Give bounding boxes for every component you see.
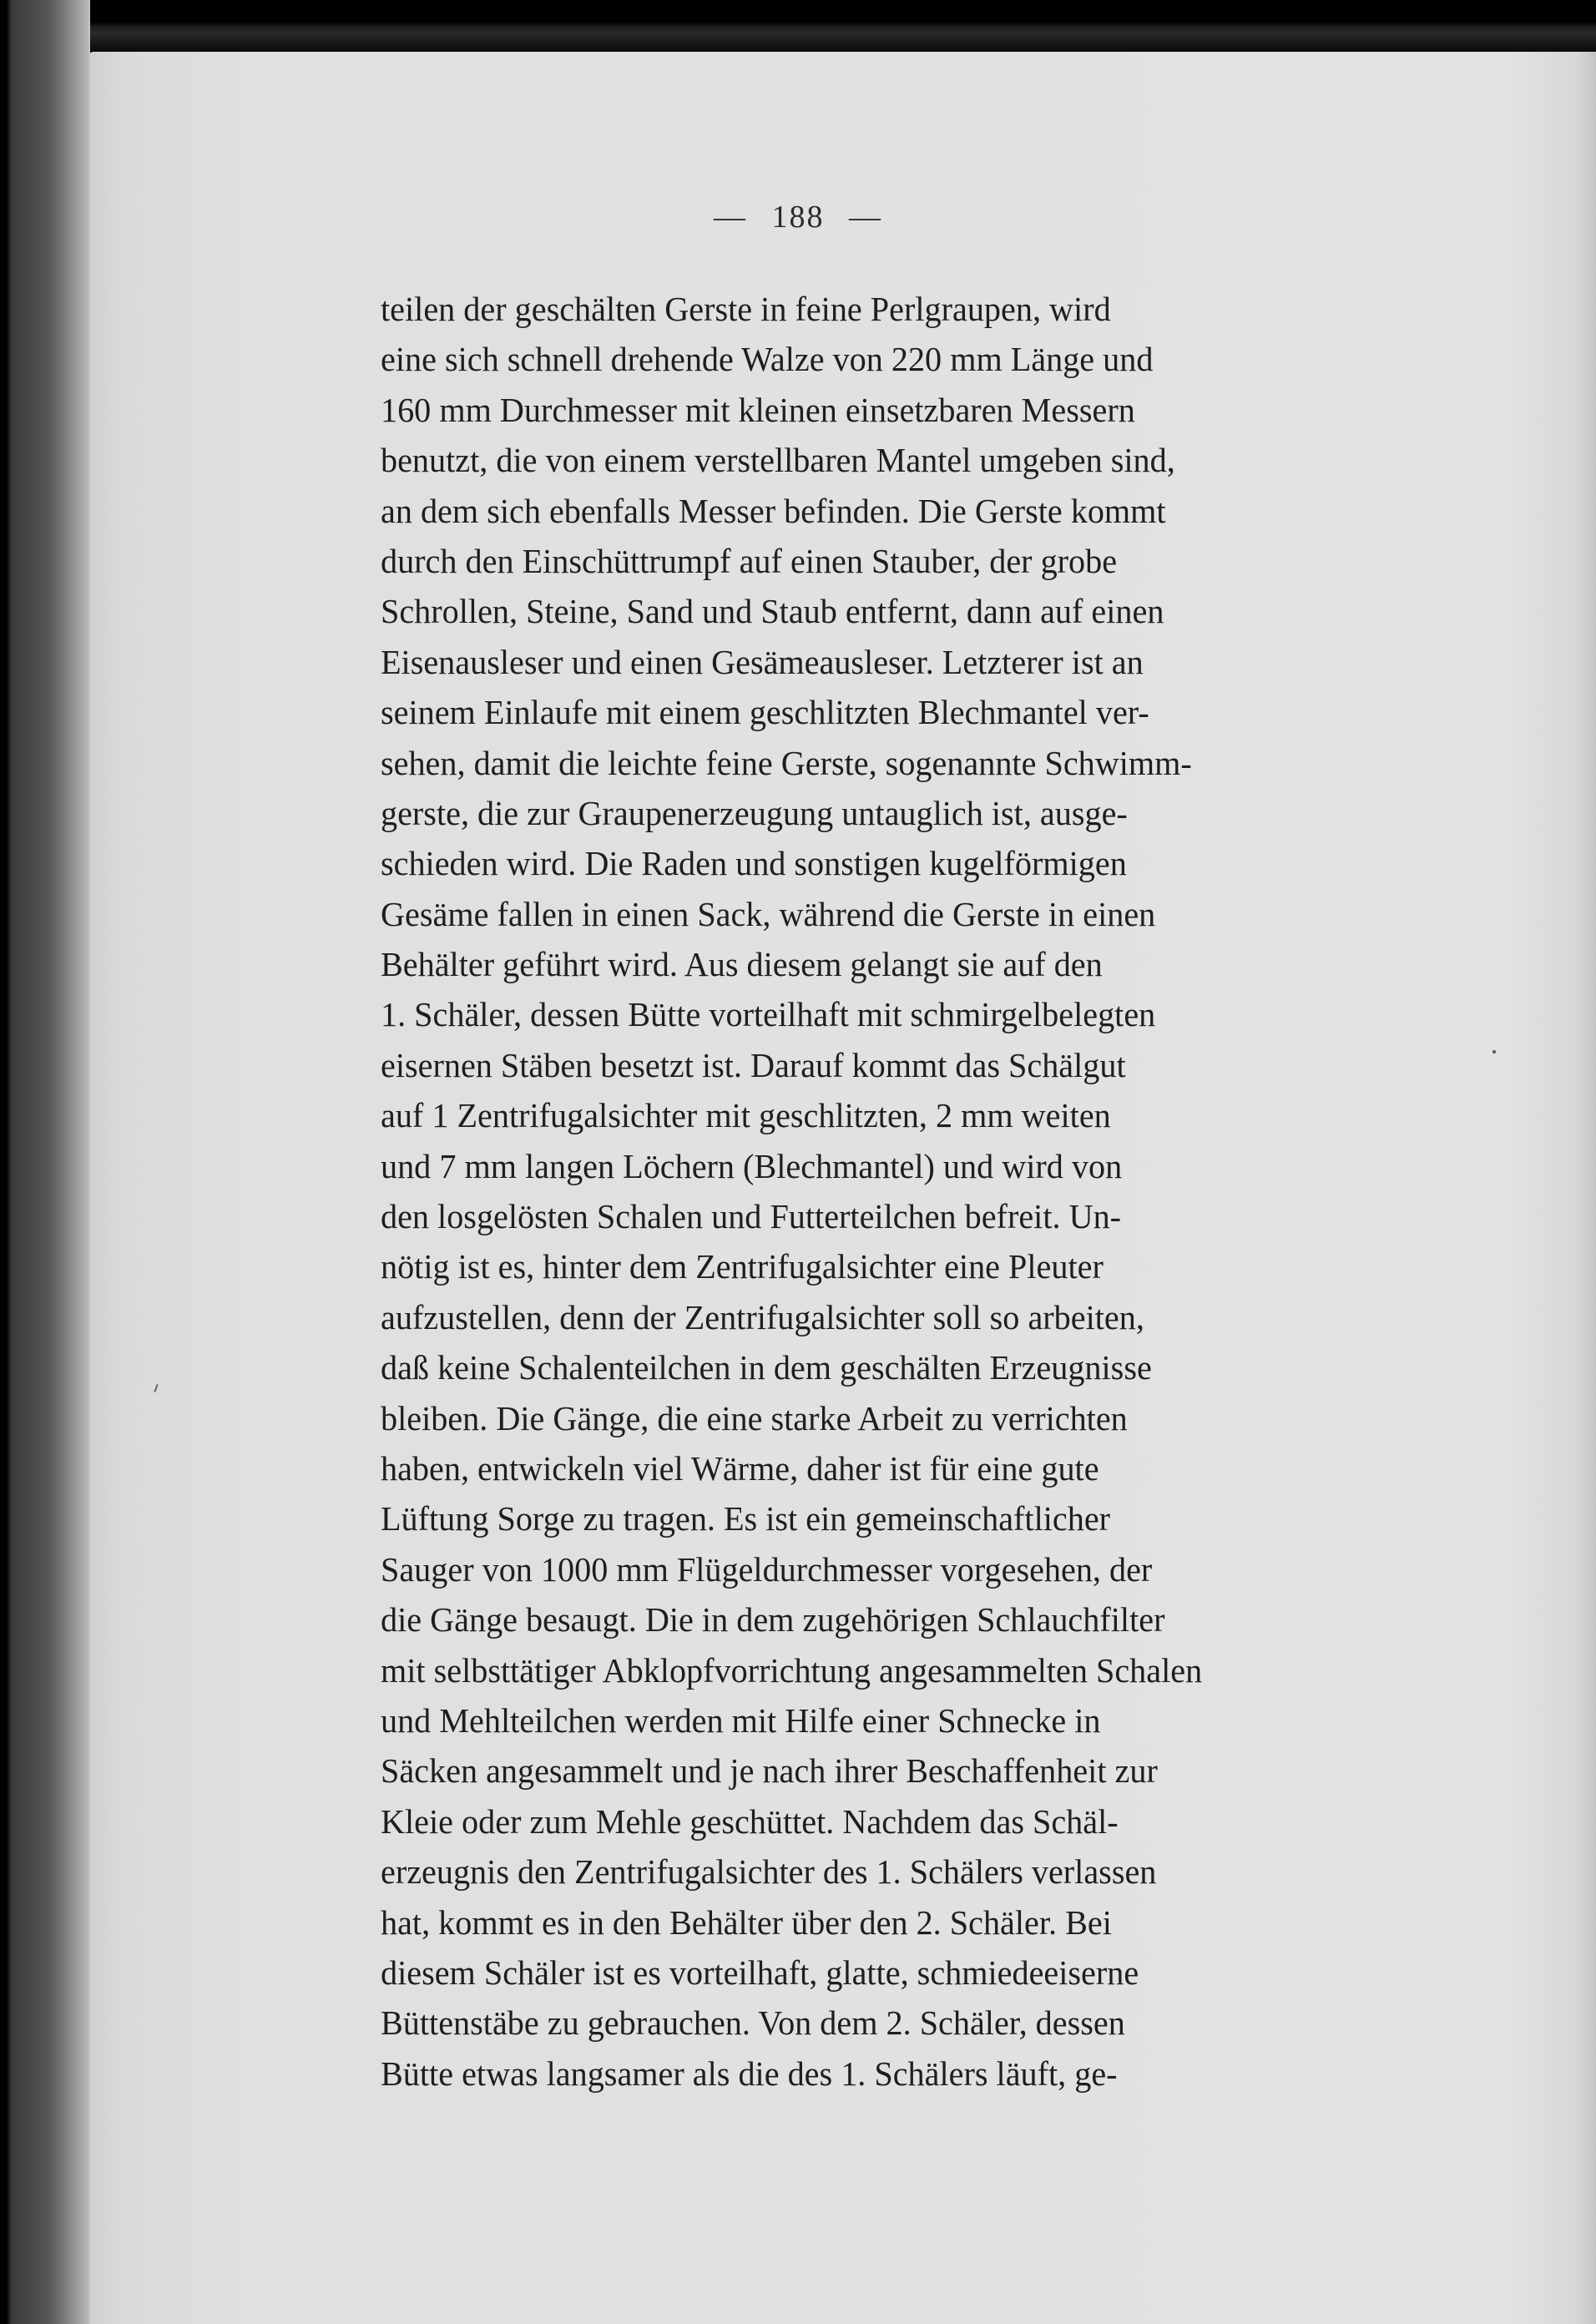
text-line: hat, kommt es in den Behälter über den 2. Schäler. Bei — [381, 1902, 1112, 1942]
text-line: und Mehlteilchen werden mit Hilfe einer Schnecke in — [381, 1700, 1101, 1740]
text-line: 160 mm Durchmesser mit kleinen einsetzbaren Messern — [381, 390, 1135, 429]
text-line: bleiben. Die Gänge, die eine starke Arbeit zu verrichten — [381, 1398, 1128, 1437]
text-line: Gesäme fallen in einen Sack, während die Gerste in einen — [381, 894, 1156, 933]
text-line: nötig ist es, hinter dem Zentrifugalsichter eine Pleuter — [381, 1247, 1104, 1286]
text-line: Behälter geführt wird. Aus diesem gelangt sie auf den — [381, 945, 1103, 984]
text-line: seinem Einlaufe mit einem geschlitzten Blechmantel ver- — [381, 693, 1149, 732]
text-line: Büttenstäbe zu gebrauchen. Von dem 2. Schäler, dessen — [381, 2003, 1125, 2043]
text-line: Säcken angesammelt und je nach ihrer Beschaffenheit zur — [381, 1751, 1158, 1791]
body-paragraph — [381, 284, 1431, 2099]
text-line: Kleie oder zum Mehle geschüttet. Nachdem das Schäl- — [381, 1801, 1119, 1841]
text-line: Lüftung Sorge zu tragen. Es ist ein gemeinschaftlicher — [381, 1499, 1111, 1538]
text-line: den losgelösten Schalen und Futterteilchen befreit. Un- — [381, 1197, 1122, 1236]
text-line: an dem sich ebenfalls Messer befinden. Die Gerste kommt — [381, 491, 1166, 530]
text-line: teilen der geschälten Gerste in feine Perlgraupen, wird — [381, 290, 1111, 328]
text-line: auf 1 Zentrifugalsichter mit geschlitzten, 2 mm weiten — [381, 1096, 1111, 1135]
text-line: diesem Schäler ist es vorteilhaft, glatte, schmiedeeiserne — [381, 1953, 1139, 1992]
text-line: eisernen Stäben besetzt ist. Darauf kommt das Schälgut — [381, 1045, 1126, 1084]
text-line: eine sich schnell drehende Walze von 220 mm Länge und — [381, 340, 1154, 379]
page-number-dash-right: — — [849, 200, 882, 235]
text-line: schieden wird. Die Raden und sonstigen kugelförmigen — [381, 844, 1127, 883]
text-line: durch den Einschüttrumpf auf einen Stauber, der grobe — [381, 541, 1118, 580]
text-line: und 7 mm langen Löchern (Blechmantel) und wird von — [381, 1146, 1123, 1185]
text-line: Schrollen, Steine, Sand und Staub entfernt, dann auf einen — [381, 592, 1164, 631]
text-line: Sauger von 1000 mm Flügeldurchmesser vorgesehen, der — [381, 1549, 1153, 1589]
text-line: 1. Schäler, dessen Bütte vorteilhaft mit schmirgelbelegten — [381, 995, 1156, 1034]
text-line: die Gänge besaugt. Die in dem zugehörigen Schlauchfilter — [381, 1600, 1165, 1639]
page-number: 188 — [771, 200, 825, 235]
page-number-header — [0, 199, 1596, 235]
text-line: Bütte etwas langsamer als die des 1. Schälers läuft, ge- — [381, 2054, 1118, 2093]
scanner-frame-top — [0, 0, 1596, 53]
text-line: gerste, die zur Graupenerzeugung untauglich ist, ausge- — [381, 793, 1128, 832]
text-line: Eisenausleser und einen Gesämeausleser. Letzterer ist an — [381, 642, 1144, 681]
text-line: sehen, damit die leichte feine Gerste, sogenannte Schwimm- — [381, 743, 1192, 782]
page-number-dash-left: — — [714, 200, 747, 235]
margin-speck — [1492, 1050, 1496, 1053]
text-line: aufzustellen, denn der Zentrifugalsichter soll so arbeiten, — [381, 1297, 1144, 1336]
text-line: haben, entwickeln viel Wärme, daher ist für eine gute — [381, 1448, 1099, 1488]
text-line: daß keine Schalenteilchen in dem geschälten Erzeugnisse — [381, 1348, 1152, 1387]
text-line: mit selbsttätiger Abklopfvorrichtung angesammelten Schalen — [381, 1650, 1203, 1690]
text-line: erzeugnis den Zentrifugalsichter des 1. Schälers verlassen — [381, 1852, 1157, 1892]
book-spine-edge — [0, 0, 90, 2324]
text-line: benutzt, die von einem verstellbaren Mantel umgeben sind, — [381, 441, 1175, 480]
